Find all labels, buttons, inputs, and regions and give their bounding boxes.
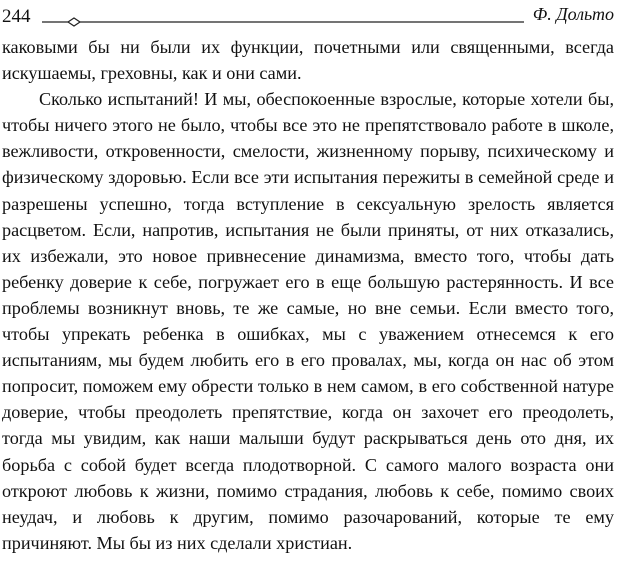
paragraph: Сколько испытаний! И мы, обеспокоенные взрослые, которые хотели бы, чтобы ничего этого не было, чтобы все это не препятствовало работе в школе, вежливости, откровенности, смелости, жизненному порыву, психическому и физическому здоровью. Если все эти испытания пережиты в семейной среде и разрешены успешно, тогда вступление в сексуальную зрелость является расцветом. Если, напротив, испытания не были приняты, от них отказались, их избежали, это новое привнесение динамизма, вместо того, чтобы дать ребенку доверие к себе, погружает его в еще большую растерянность. И все проблемы возникнут вновь, те же самые, но вне семьи. Если вместо того, чтобы упрекать ребенка в ошибках, мы с уважением отнесемся к его испытаниям, мы будем любить его в его провалах, мы, когда он нас об этом попросит, поможем ему обрести только в нем самом, в его собственной натуре доверие, чтобы преодолеть препятствие, когда он захочет его преодолеть, тогда мы увидим, как наши малыши будут раскрываться день ото дня, их борьба с собой будет всегда плодотворной. С самого малого возраста они откроют любовь к жизни, помимо страдания, любовь к себе, помимо своих неудач, и любовь к другим, помимо разочарований, которые те ему причиняют. Мы бы из них сделали христиан. — [2, 89, 614, 553]
running-head: Ф. Дольто — [532, 4, 614, 24]
paragraph-continuation: каковыми бы ни были их функции, почетными или священными, всегда искушаемы, греховны, как и они сами. — [2, 37, 614, 84]
page-header — [0, 0, 620, 34]
page-number: 244 — [2, 6, 31, 27]
header-rule-ornament — [42, 13, 524, 31]
body-text — [2, 34, 614, 556]
